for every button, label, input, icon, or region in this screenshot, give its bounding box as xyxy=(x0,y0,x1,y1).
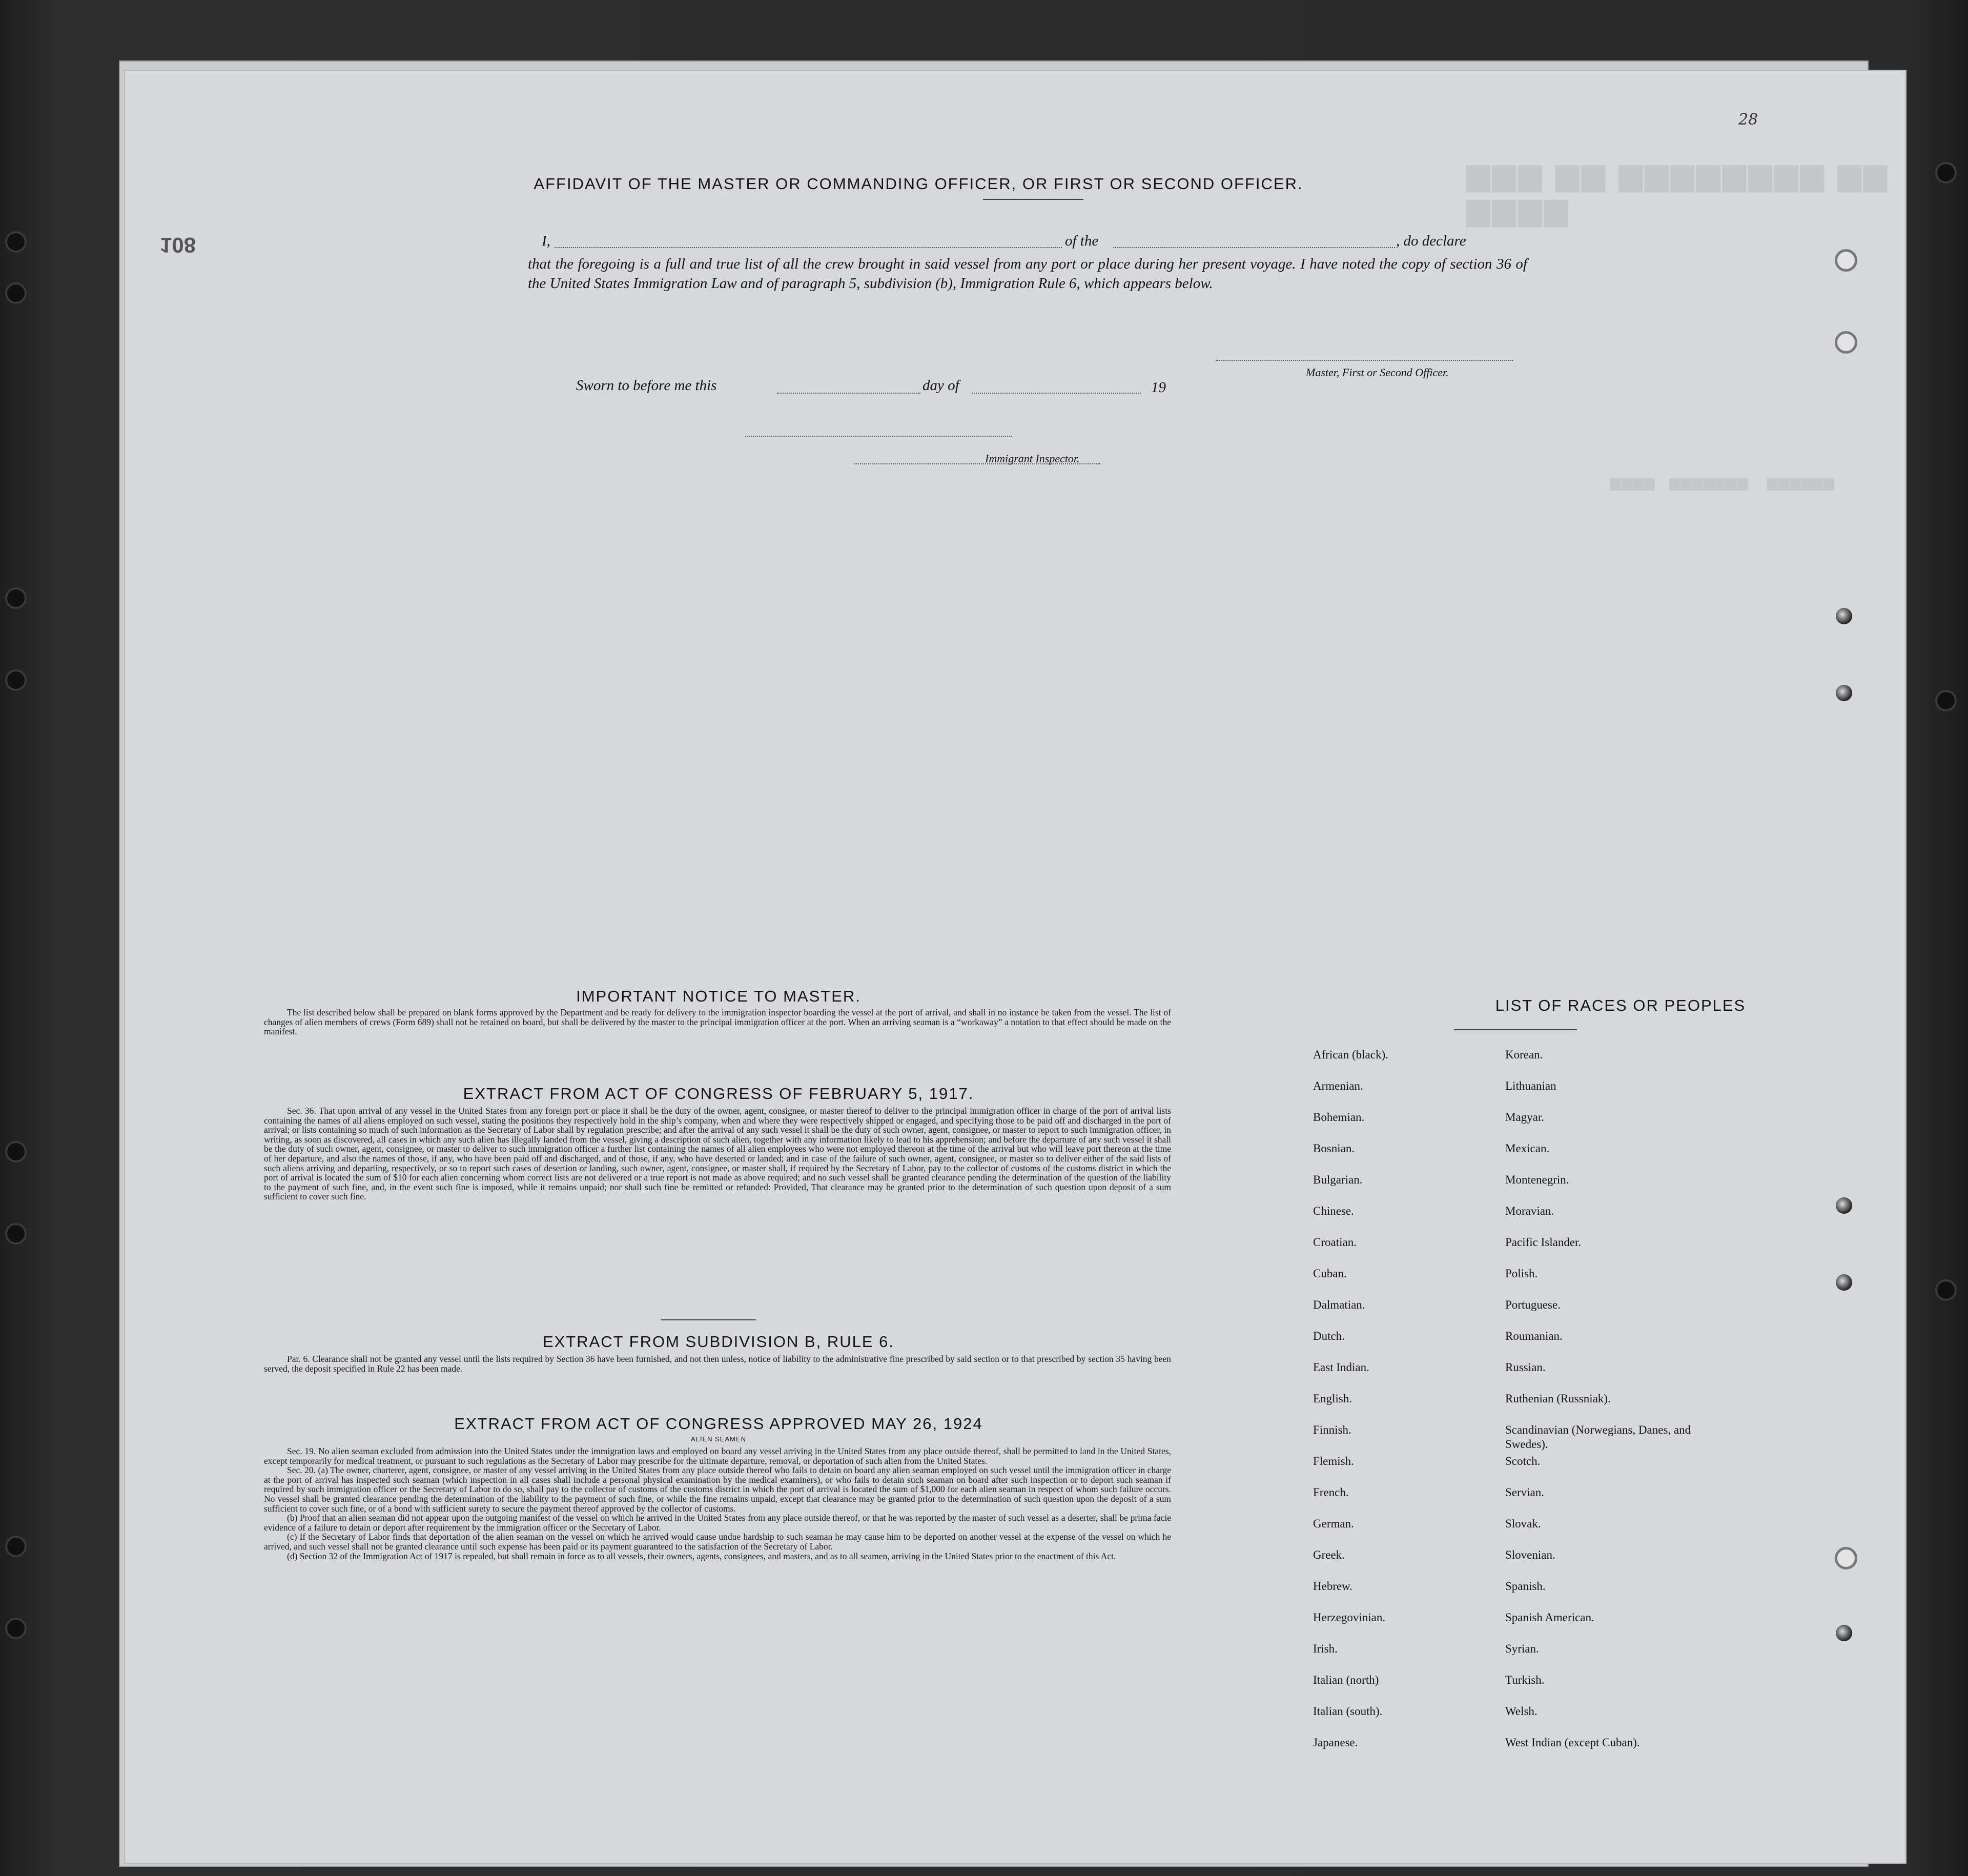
binder-hole-icon xyxy=(7,589,25,607)
race-item: English. xyxy=(1313,1392,1352,1405)
race-item: Slovenian. xyxy=(1505,1548,1555,1561)
master-signature-field[interactable] xyxy=(1216,360,1513,361)
race-item: Roumanian. xyxy=(1505,1330,1563,1342)
races-divider xyxy=(1454,1029,1577,1030)
inspector-label: Immigrant Inspector. xyxy=(985,452,1080,465)
binder-hole-icon xyxy=(7,1620,25,1637)
punch-hole-icon xyxy=(1836,1625,1852,1641)
sec-20b-paragraph: (b) Proof that an alien seaman did not appear upon the outgoing manifest of the vessel on which he arrived in the United States from any place outside thereof, or that he was reported by the master of such vessel as a deserter, shall be prima facie evidence of a failure to detain or deport after requirement by the immigration officer or the Secretary of Labor. xyxy=(264,1513,1171,1533)
punch-hole-icon xyxy=(1836,608,1852,624)
stamp-mark: 108 xyxy=(160,233,196,257)
race-item: Spanish. xyxy=(1505,1580,1546,1593)
binder-hole-icon xyxy=(7,284,25,302)
race-item: Flemish. xyxy=(1313,1455,1354,1467)
page-number-handwritten: 28 xyxy=(1738,111,1758,129)
race-item: Japanese. xyxy=(1313,1736,1358,1749)
affidavit-i-label: I, xyxy=(542,233,550,249)
race-item: Portuguese. xyxy=(1505,1298,1561,1311)
race-item: West Indian (except Cuban). xyxy=(1505,1736,1640,1749)
notice-title: IMPORTANT NOTICE TO MASTER. xyxy=(576,987,861,1005)
race-item: Bulgarian. xyxy=(1313,1173,1363,1186)
race-item: German. xyxy=(1313,1517,1354,1530)
extract-divider xyxy=(661,1319,756,1320)
affidavit-statement: that the foregoing is a full and true list of all the crew brought in said vessel from any port or place during her present voyage. I have noted the copy of section 36 of the United States Immigration Law and of paragraph 5, subdivision (b), Immigration Rule 6, which appears below. xyxy=(528,256,1527,292)
master-label: Master, First or Second Officer. xyxy=(1306,366,1449,379)
race-item: Montenegrin. xyxy=(1505,1173,1569,1186)
races-right-column xyxy=(1505,1048,1720,1767)
race-item: Croatian. xyxy=(1313,1236,1357,1249)
extract-1917-text: Sec. 36. That upon arrival of any vessel in the United States from any foreign port or place it shall be the duty of the owner, agent, consignee, or master thereof to deliver to the principal immigration officer in charge of the port of arrival lists containing the names of all aliens employed on such vessel, stating the positions they respectively hold in the ship’s company, when and where they were respectively shipped or engaged, and specifying those to be paid off and discharged in the port of arrival; or lists containing so much of such information as the Secretary of Labor shall by regulation prescribe; and after the arrival of any such vessel it shall be the duty of such owner, agent, consignee, or master to report to such immigration officer, in writing, as soon as discovered, all cases in which any such alien has illegally landed from the vessel, giving a description of such alien, together with any information likely to lead to his apprehension; and before the departure of any such vessel it shall be the duty of such owner, agent, consignee, or master to deliver to such immigration officer a further list containing the names of all alien employees who were not employed thereon at the time of the arrival but who will leave port thereon at the time of her departure, and also the names of those, if any, who have been paid off and discharged, and of those, if any, who have deserted or landed; and in case of the failure of such owner, agent, consignee, or master so to deliver either of the said lists of such aliens arriving and departing, respectively, or so to report such cases of desertion or landing, such owner, agent, consignee, or master shall, if required by the Secretary of Labor, pay to the collector of customs of the customs district in which the port of arrival is located the sum of $10 for each alien concerning whom correct lists are not delivered or a true report is not made as above required; and no such vessel shall be granted clearance pending the determination of the question of the liability to the payment of such fine, and, in the event such fine is imposed, while it remains unpaid; nor shall such fine be remitted or refunded: Provided, That clearance may be granted prior to the determination of such question upon deposit of a sum sufficient to cover such fine. xyxy=(264,1106,1171,1202)
race-item: Bohemian. xyxy=(1313,1111,1365,1124)
punch-hole-icon xyxy=(1836,1197,1852,1214)
race-item: Italian (north) xyxy=(1313,1674,1379,1686)
sec-19-paragraph: Sec. 19. No alien seaman excluded from admission into the United States under the immigration laws and employed on board any vessel arriving in the United States from any place outside thereof, shall be permitted to land in the United States, except temporarily for medical treatment, or pursuant to such regulations as the Secretary of Labor may prescribe for the ultimate departure, removal, or deportation of such alien from the United States. xyxy=(264,1446,1171,1466)
sworn-month-field[interactable] xyxy=(972,393,1141,394)
race-item: Herzegovinian. xyxy=(1313,1611,1386,1624)
race-item: Scandinavian (Norwegians, Danes, and Swedes). xyxy=(1505,1423,1691,1451)
race-item: Welsh. xyxy=(1505,1705,1537,1718)
race-item: Bosnian. xyxy=(1313,1142,1355,1155)
punch-hole-icon xyxy=(1835,331,1857,354)
alien-seamen-subtitle: ALIEN SEAMEN xyxy=(690,1435,747,1443)
binder-hole-icon xyxy=(7,1143,25,1160)
race-item: Korean. xyxy=(1505,1048,1543,1061)
race-item: Cuban. xyxy=(1313,1267,1347,1280)
race-item: Slovak. xyxy=(1505,1517,1541,1530)
punch-hole-icon xyxy=(1836,685,1852,701)
document-page xyxy=(124,70,1906,1864)
race-item: Polish. xyxy=(1505,1267,1538,1280)
race-item: Servian. xyxy=(1505,1486,1545,1499)
races-title: LIST OF RACES OR PEOPLES xyxy=(1495,996,1746,1014)
race-item: Finnish. xyxy=(1313,1423,1351,1436)
race-item: Dalmatian. xyxy=(1313,1298,1365,1311)
extract-1924-title: EXTRACT FROM ACT OF CONGRESS APPROVED MAY 26, 1924 xyxy=(454,1415,983,1433)
binder-hole-icon xyxy=(1937,164,1955,181)
binder-hole-icon xyxy=(1937,692,1955,709)
race-item: Spanish American. xyxy=(1505,1611,1594,1624)
affidavit-title: AFFIDAVIT OF THE MASTER OR COMMANDING OFFICER, OR FIRST OR SECOND OFFICER. xyxy=(534,175,1303,193)
race-item: Hebrew. xyxy=(1313,1580,1353,1593)
punch-hole-icon xyxy=(1835,1547,1857,1569)
race-item: Scotch. xyxy=(1505,1455,1541,1467)
officer-name-field[interactable] xyxy=(555,247,1062,248)
race-item: Irish. xyxy=(1313,1642,1338,1655)
bleed-through-column: ▆▆▆▆ ▆▆▆▆▆▆▆ ▆▆▆▆▆▆ xyxy=(1610,475,1835,490)
race-item: Armenian. xyxy=(1313,1079,1363,1092)
race-item: Greek. xyxy=(1313,1548,1345,1561)
race-item: East Indian. xyxy=(1313,1361,1369,1374)
affidavit-declare-label: , do declare xyxy=(1396,233,1466,249)
extract-rule6-title: EXTRACT FROM SUBDIVISION B, RULE 6. xyxy=(542,1333,895,1351)
vessel-name-field[interactable] xyxy=(1113,247,1395,248)
race-item: Magyar. xyxy=(1505,1111,1545,1124)
sworn-day-field[interactable] xyxy=(777,393,920,394)
race-item: Syrian. xyxy=(1505,1642,1539,1655)
race-item: Mexican. xyxy=(1505,1142,1550,1155)
affidavit-of-the-label: of the xyxy=(1065,233,1099,249)
binder-hole-icon xyxy=(7,233,25,251)
binder-hole-icon xyxy=(1937,1281,1955,1299)
extract-1917-title: EXTRACT FROM ACT OF CONGRESS OF FEBRUARY 5, 1917. xyxy=(463,1085,974,1103)
extract-1924-body xyxy=(264,1446,1171,1561)
sec-20c-paragraph: (c) If the Secretary of Labor finds that deportation of the alien seaman on the vessel on which he arrived would cause undue hardship to such seaman he may cause him to be deported on another vessel at the expense of the vessel on which he arrived, and such vessel shall not be granted clearance until such expense has been paid or its payment guaranteed to the satisfaction of the Secretary of Labor. xyxy=(264,1532,1171,1552)
sec-20d-paragraph: (d) Section 32 of the Immigration Act of 1917 is repealed, but shall remain in force as to all vessels, their owners, agents, consignees, and masters, and as to all seamen, arriving in the United States prior to the enactment of this Act. xyxy=(287,1551,1116,1561)
punch-hole-icon xyxy=(1835,249,1857,272)
binder-hole-icon xyxy=(7,1225,25,1242)
race-item: Dutch. xyxy=(1313,1330,1345,1342)
sec-20a-paragraph: Sec. 20. (a) The owner, charterer, agent, consignee, or master of any vessel arriving in the United States from any place outside thereof who fails to detain on board any alien seaman employed on such vessel until the immigration officer in charge at the port of arrival has inspected such seaman (which inspection in all cases shall include a personal physical examination by the medical examiners), or who fails to detain such seaman on board after such inspection or to deport such seaman if required by such immigration officer or the Secretary of Labor to do so, shall pay to the collector of customs of the customs district in which the port of arrival is located the sum of $1,000 for each alien seaman in respect of whom such failure occurs. No vessel shall be granted clearance pending the determination of the liability to the payment of such fine, or while the fine remains unpaid, except that clearance may be granted prior to the determination of such question upon the deposit of a sum sufficient to cover such fine, or of a bond with sufficient surety to secure the payment thereof approved by the collector of customs. xyxy=(264,1465,1171,1514)
extract-rule6-text: Par. 6. Clearance shall not be granted any vessel until the lists required by Section 36 have been furnished, and not then unless, notice of liability to the administrative fine prescribed by said section or to that prescribed by section 35 having been served, the deposit specified in Rule 22 has been made. xyxy=(264,1354,1171,1374)
race-item: French. xyxy=(1313,1486,1349,1499)
race-item: Italian (south). xyxy=(1313,1705,1383,1718)
title-divider xyxy=(983,199,1083,200)
day-of-label: day of xyxy=(922,377,959,394)
punch-hole-icon xyxy=(1836,1274,1852,1291)
notice-text: The list described below shall be prepared on blank forms approved by the Department and be ready for delivery to the immigration inspector boarding the vessel at the port of arrival, and shall in no instance be taken from the vessel. The list of changes of alien members of crews (Form 689) shall not be retained on board, but shall be delivered by the master to the principal immigration officer at the port. When an arriving seaman is a “workaway” a notation to that effect should be made on the manifest. xyxy=(264,1007,1171,1037)
race-item: Lithuanian xyxy=(1505,1079,1556,1092)
bleed-through-heading: ▆▆▆ ▆▆ ▆▆▆▆▆▆▆▆ ▆▆ ▆▆▆▆ xyxy=(1467,158,1890,226)
race-item: Turkish. xyxy=(1505,1674,1545,1686)
sworn-prefix: Sworn to before me this xyxy=(576,377,717,394)
year-prefix: 19 xyxy=(1151,379,1166,396)
race-item: Ruthenian (Russniak). xyxy=(1505,1392,1611,1405)
race-item: Chinese. xyxy=(1313,1205,1354,1217)
binder-hole-icon xyxy=(7,1538,25,1555)
race-item: African (black). xyxy=(1313,1048,1388,1061)
inspector-top-line xyxy=(745,436,1012,437)
races-left-column xyxy=(1313,1048,1528,1767)
race-item: Pacific Islander. xyxy=(1505,1236,1582,1249)
race-item: Russian. xyxy=(1505,1361,1546,1374)
binder-hole-icon xyxy=(7,671,25,689)
race-item: Moravian. xyxy=(1505,1205,1554,1217)
